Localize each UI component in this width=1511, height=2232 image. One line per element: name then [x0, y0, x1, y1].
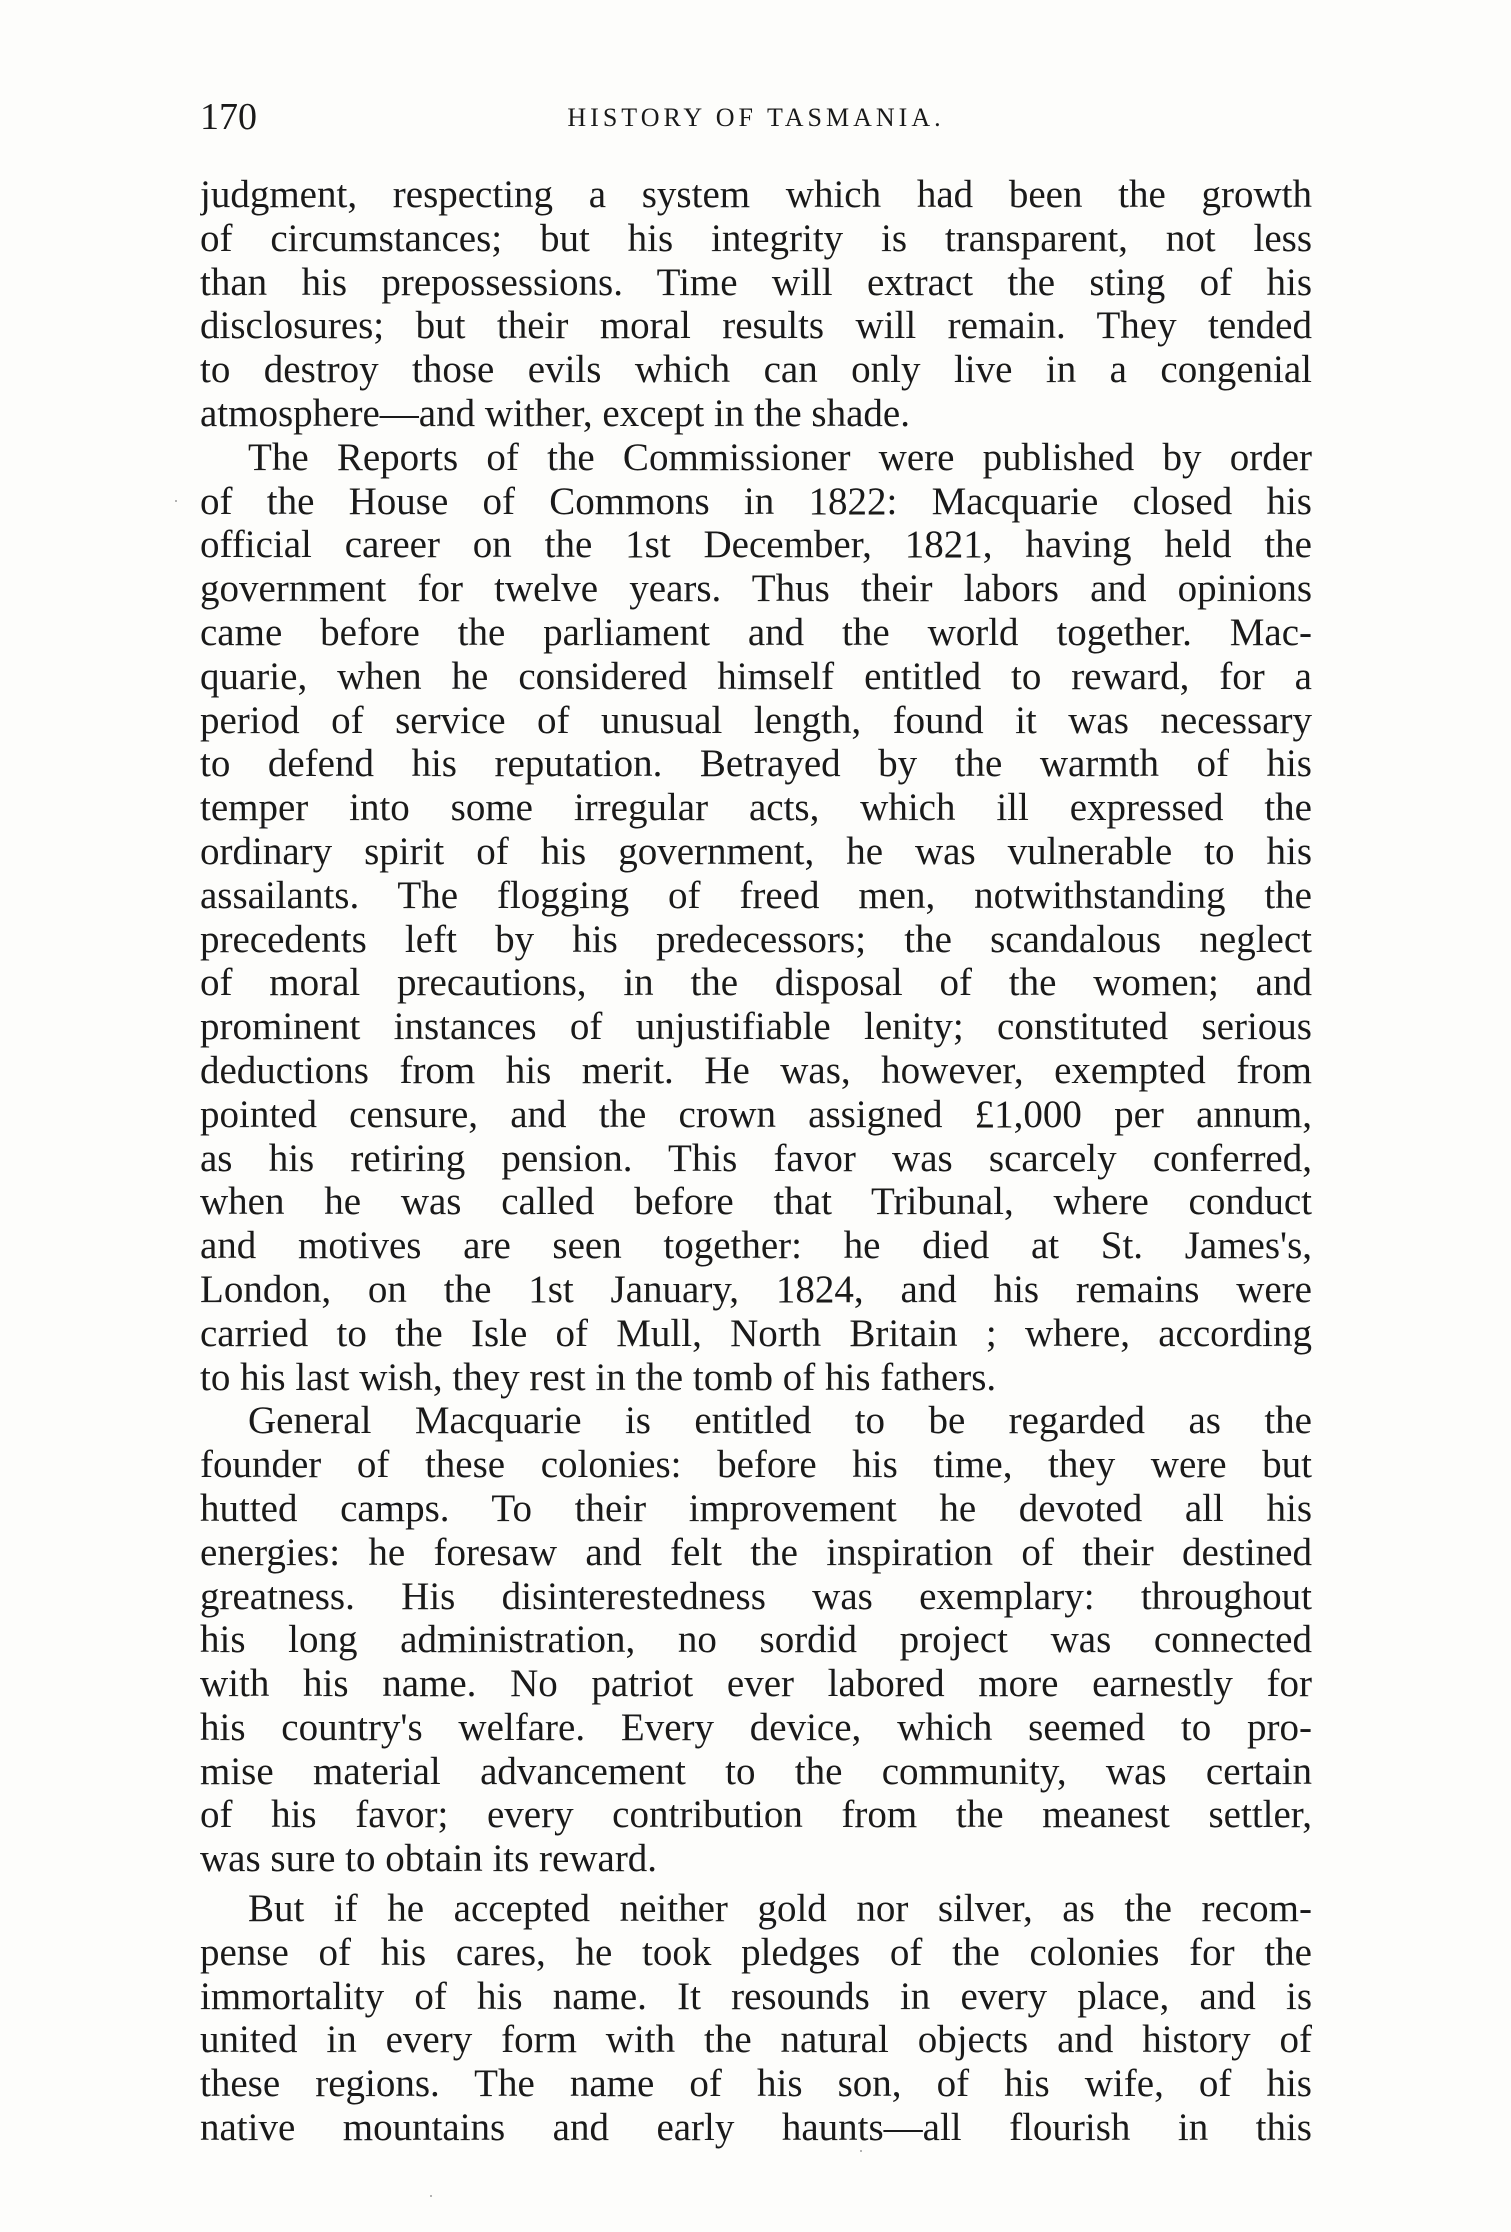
- body-text: [200, 173, 1312, 2150]
- text-line: when he was called before that Tribunal, where conduct: [200, 1180, 1312, 1224]
- text-line: period of service of unusual length, found it was necessary: [200, 698, 1312, 742]
- text-line: temper into some irregular acts, which ill expressed the: [200, 786, 1312, 830]
- paragraph-2: [200, 436, 1312, 1400]
- text-line: hutted camps. To their improvement he devoted all his: [200, 1486, 1312, 1530]
- text-line: his long administration, no sordid project was connected: [200, 1618, 1312, 1662]
- text-line: greatness. His disinterestedness was exemplary: throughout: [200, 1574, 1312, 1618]
- text-line: official career on the 1st December, 1821, having held the: [200, 523, 1312, 567]
- text-line: energies: he foresaw and felt the inspiration of their destined: [200, 1530, 1312, 1574]
- paper-speck: [430, 2195, 432, 2197]
- text-line: disclosures; but their moral results will remain. They tended: [200, 304, 1312, 348]
- text-line: prominent instances of unjustifiable lenity; constituted serious: [200, 1005, 1312, 1049]
- paragraph-3: [200, 1399, 1312, 1881]
- text-line: immortality of his name. It resounds in every place, and is: [200, 1974, 1312, 2018]
- text-line: of the House of Commons in 1822: Macquarie closed his: [200, 479, 1312, 523]
- text-line: mise material advancement to the community, was certain: [200, 1749, 1312, 1793]
- text-line: of circumstances; but his integrity is transparent, not less: [200, 216, 1312, 260]
- page-number: 170: [200, 96, 257, 138]
- text-line: pointed censure, and the crown assigned £1,000 per annum,: [200, 1092, 1312, 1136]
- text-line: and motives are seen together: he died at St. James's,: [200, 1224, 1312, 1268]
- text-line: united in every form with the natural objects and history of: [200, 2018, 1312, 2062]
- text-line: these regions. The name of his son, of his wife, of his: [200, 2062, 1312, 2106]
- text-line: founder of these colonies: before his time, they were but: [200, 1443, 1312, 1487]
- text-line: to defend his reputation. Betrayed by the warmth of his: [200, 742, 1312, 786]
- text-line: judgment, respecting a system which had been the growth: [200, 173, 1312, 216]
- paper-speck: [860, 2150, 862, 2152]
- text-line: General Macquarie is entitled to be regarded as the: [248, 1399, 1312, 1443]
- paragraph-4: [200, 1887, 1312, 2150]
- text-line: pense of his cares, he took pledges of the colonies for the: [200, 1930, 1312, 1974]
- text-line: came before the parliament and the world together. Mac-: [200, 610, 1312, 654]
- text-line: But if he accepted neither gold nor silver, as the recom-: [248, 1887, 1312, 1931]
- text-line: deductions from his merit. He was, however, exempted from: [200, 1048, 1312, 1092]
- text-line: than his prepossessions. Time will extract the sting of his: [200, 260, 1312, 304]
- text-line: carried to the Isle of Mull, North Britain ; where, according: [200, 1311, 1312, 1355]
- running-title: HISTORY OF TASMANIA.: [567, 103, 945, 132]
- text-line: of his favor; every contribution from the meanest settler,: [200, 1793, 1312, 1837]
- paper-speck: [175, 500, 177, 502]
- text-line: was sure to obtain its reward.: [200, 1837, 658, 1881]
- text-line: as his retiring pension. This favor was scarcely conferred,: [200, 1136, 1312, 1180]
- text-line: The Reports of the Commissioner were published by order: [248, 435, 1312, 479]
- text-line: to his last wish, they rest in the tomb of his fathers.: [200, 1355, 997, 1399]
- text-line: of moral precautions, in the disposal of the women; and: [200, 961, 1312, 1005]
- text-line: precedents left by his predecessors; the scandalous neglect: [200, 917, 1312, 961]
- text-line: London, on the 1st January, 1824, and his remains were: [200, 1267, 1312, 1311]
- text-line: assailants. The flogging of freed men, notwithstanding the: [200, 873, 1312, 917]
- text-line: to destroy those evils which can only live in a congenial: [200, 348, 1312, 392]
- text-line: with his name. No patriot ever labored more earnestly for: [200, 1662, 1312, 1706]
- running-head: [200, 92, 1312, 142]
- paragraph-1: [200, 173, 1312, 436]
- text-line: government for twelve years. Thus their labors and opinions: [200, 567, 1312, 611]
- text-line: native mountains and early haunts—all flourish in this: [200, 2106, 1312, 2150]
- text-line: quarie, when he considered himself entitled to reward, for a: [200, 654, 1312, 698]
- text-line: ordinary spirit of his government, he was vulnerable to his: [200, 829, 1312, 873]
- text-line: his country's welfare. Every device, which seemed to pro-: [200, 1705, 1312, 1749]
- text-line: atmosphere—and wither, except in the shade.: [200, 391, 910, 435]
